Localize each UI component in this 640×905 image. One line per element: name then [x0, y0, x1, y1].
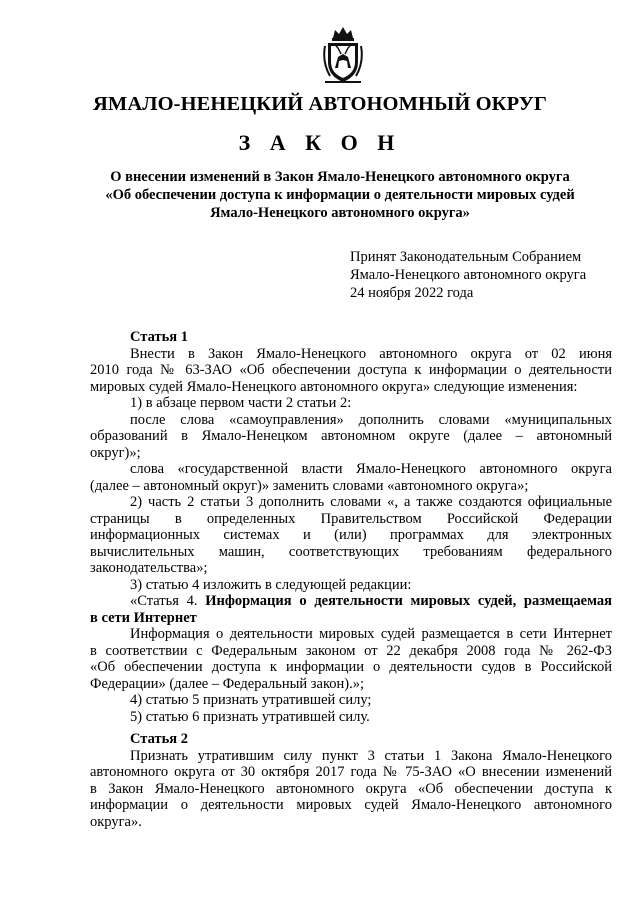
adoption-note	[350, 248, 586, 302]
article-title: Статья 2	[130, 731, 188, 747]
adoption-line: 24 ноября 2022 года	[350, 285, 474, 301]
article-paragraph: Информация о деятельности мировых судей размещается в сети Интернет в соответствии с Федеральным законом от 22 декабря 2008 года № 262-ФЗ «Об обеспечении доступа к информации о деятельности судов в Российской Федерации» (далее – Федеральный закон).»;	[90, 626, 612, 692]
article-title: Статья 1	[130, 329, 188, 345]
quote-title: Информация о деятельности мировых судей, размещаемая	[205, 593, 612, 609]
quoted-article-heading	[90, 593, 612, 626]
article-paragraph: 2) часть 2 статьи 3 дополнить словами «, а также создаются официальные страницы в определенных Правительством Российской Федерации информационных системах и (или) программах для электронных вычислительных машин, соответствующих требованиям федерального законодательства»;	[90, 494, 612, 576]
quote-prefix: «Статья 4.	[130, 593, 198, 609]
law-subject	[90, 168, 590, 222]
article-paragraph: 1) в абзаце первом части 2 статьи 2:	[130, 395, 352, 411]
subject-line: О внесении изменений в Закон Ямало-Ненецкого автономного округа	[110, 169, 570, 185]
adoption-line: Принят Законодательным Собранием	[350, 249, 582, 265]
adoption-line: Ямало-Ненецкого автономного округа	[350, 267, 587, 283]
quote-title: в сети Интернет	[90, 609, 197, 626]
article-1	[90, 329, 612, 725]
article-paragraph: 5) статью 6 признать утратившей силу.	[130, 708, 370, 725]
article-paragraph: 4) статью 5 признать утратившей силу;	[130, 692, 372, 708]
article-paragraph: после слова «самоуправления» дополнить словами «муниципальных образований в Ямало-Ненецком автономном округе (далее – автономный округ)»;	[90, 411, 612, 461]
article-paragraph: 3) статью 4 изложить в следующей редакции:	[130, 576, 412, 593]
subject-line: «Об обеспечении доступа к информации о деятельности мировых судей	[105, 187, 575, 203]
article-paragraph: слова «государственной власти Ямало-Ненецкого автономного округа (далее – автономный округ)» заменить словами «автономного округа»;	[90, 461, 612, 494]
document-type: З А К О Н	[238, 130, 402, 155]
coat-of-arms-emblem	[321, 24, 365, 86]
article-paragraph: Внести в Закон Ямало-Ненецкого автономного округа от 02 июня 2010 года № 63-ЗАО «Об обеспечении доступа к информации о деятельности мировых судей Ямало-Ненецкого автономного округа» следующие изменения:	[90, 345, 612, 395]
region-title: ЯМАЛО-НЕНЕЦКИЙ АВТОНОМНЫЙ ОКРУГ	[92, 93, 548, 115]
article-paragraph: Признать утратившим силу пункт 3 статьи 1 Закона Ямало-Ненецкого автономного округа от 30 октября 2017 года № 75-ЗАО «О внесении изменений в Закон Ямало-Ненецкого автономного округа «Об обеспечении доступа к информации о деятельности мировых судей Ямало-Ненецкого автономного округа».	[90, 747, 612, 830]
subject-line: Ямало-Ненецкого автономного округа»	[210, 205, 470, 221]
article-2	[90, 731, 612, 830]
